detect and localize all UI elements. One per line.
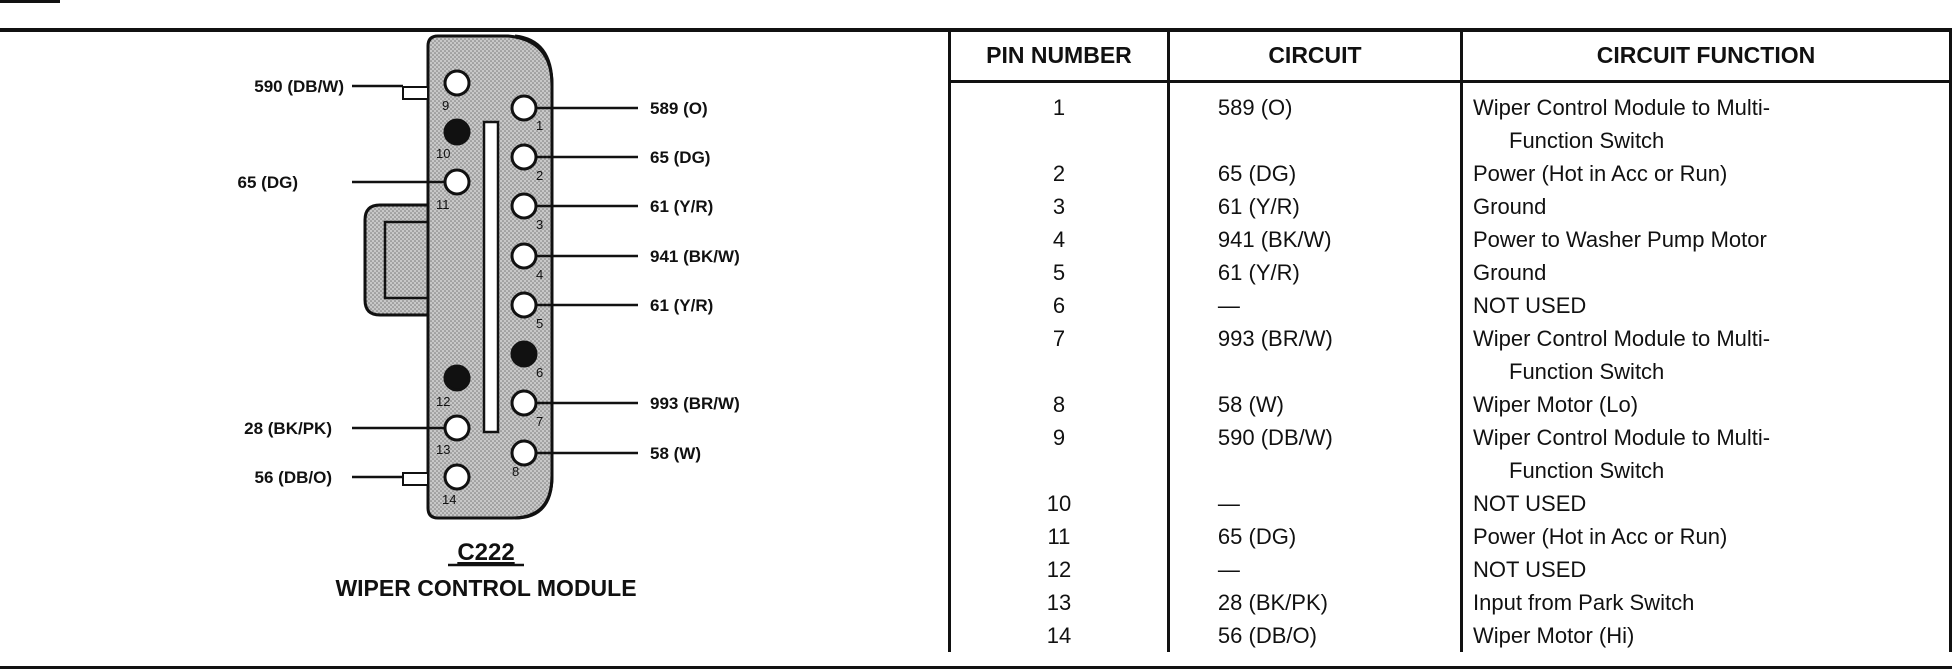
- pin-number-cell: 13: [950, 586, 1169, 619]
- cavity-label-3: 3: [536, 217, 544, 232]
- circuit-function-continuation: Function Switch: [1509, 359, 1665, 384]
- cavity-4: [512, 244, 536, 268]
- corner-rule: [0, 0, 60, 3]
- header-circuit-function: CIRCUIT FUNCTION: [1462, 30, 1951, 82]
- circuit-function-text: Power (Hot in Acc or Run): [1473, 161, 1728, 186]
- circuit-function-cell: [1462, 619, 1951, 652]
- header-pin-number: PIN NUMBER: [950, 30, 1169, 82]
- wire-label-58: 58 (W): [650, 444, 701, 463]
- circuit-text: —: [1217, 557, 1240, 582]
- pin-number-cell: 8: [950, 388, 1169, 421]
- circuit-function-cell: [1462, 157, 1951, 190]
- cavity-label-2: 2: [536, 168, 544, 183]
- circuit-function-cell: [1462, 586, 1951, 619]
- cavity-label-9: 9: [442, 98, 450, 113]
- table-header-row: [950, 30, 1951, 82]
- cavity-6: [512, 342, 536, 366]
- circuit-text: 65 (DG): [1217, 161, 1297, 186]
- circuit-function-cell: [1462, 487, 1951, 520]
- circuit-function-text: NOT USED: [1473, 491, 1587, 516]
- circuit-cell: [1168, 388, 1461, 421]
- cavity-7: [512, 391, 536, 415]
- cavity-label-1: 1: [536, 118, 544, 133]
- circuit-cell: [1168, 190, 1461, 223]
- cavity-11: [445, 170, 469, 194]
- pin-number-cell: 3: [950, 190, 1169, 223]
- table-row: [950, 553, 1951, 586]
- circuit-function-text: Power to Washer Pump Motor: [1473, 227, 1767, 252]
- circuit-function-text: Input from Park Switch: [1473, 590, 1695, 615]
- wire-label-941: 941 (BK/W): [650, 247, 740, 266]
- circuit-cell: [1168, 82, 1461, 158]
- circuit-function-cell: [1462, 289, 1951, 322]
- pin-number-cell: 12: [950, 553, 1169, 586]
- circuit-text: 58 (W): [1217, 392, 1284, 417]
- cavity-10: [445, 120, 469, 144]
- circuit-text: 56 (DB/O): [1217, 623, 1317, 648]
- circuit-text: 590 (DB/W): [1217, 425, 1333, 450]
- circuit-cell: [1168, 619, 1461, 652]
- circuit-text: —: [1217, 293, 1240, 318]
- wire-label-61-b: 61 (Y/R): [650, 296, 714, 315]
- pin-number-cell: 11: [950, 520, 1169, 553]
- cavity-5: [512, 293, 536, 317]
- circuit-function-continuation: Function Switch: [1509, 128, 1665, 153]
- cavity-3: [512, 194, 536, 218]
- circuit-cell: [1168, 586, 1461, 619]
- connector-diagram: [0, 30, 948, 666]
- cavity-14: [445, 465, 469, 489]
- pin-table: [948, 30, 1952, 652]
- bottom-border: [0, 666, 1952, 669]
- wire-label-56: 56 (DB/O): [254, 468, 332, 487]
- circuit-function-text: Ground: [1473, 260, 1547, 285]
- cavity-label-8: 8: [512, 464, 520, 479]
- cavity-13: [445, 416, 469, 440]
- circuit-cell: [1168, 421, 1461, 487]
- cavity-label-6: 6: [536, 365, 544, 380]
- circuit-function-text: NOT USED: [1473, 293, 1587, 318]
- circuit-text: 61 (Y/R): [1217, 194, 1300, 219]
- connector-id: C222: [457, 539, 515, 566]
- circuit-function-cell: [1462, 223, 1951, 256]
- wire-label-65-right: 65 (DG): [650, 148, 711, 167]
- pin-number-cell: 2: [950, 157, 1169, 190]
- circuit-cell: [1168, 256, 1461, 289]
- wire-label-28: 28 (BK/PK): [244, 419, 332, 438]
- circuit-cell: [1168, 223, 1461, 256]
- circuit-function-text: Wiper Control Module to Multi-: [1473, 425, 1771, 450]
- table-row: [950, 388, 1951, 421]
- circuit-text: 28 (BK/PK): [1217, 590, 1328, 615]
- circuit-function-text: Wiper Motor (Lo): [1473, 392, 1639, 417]
- circuit-cell: [1168, 157, 1461, 190]
- table-row: [950, 322, 1951, 388]
- table-row: [950, 223, 1951, 256]
- table-row: [950, 82, 1951, 158]
- cavity-label-14: 14: [442, 492, 457, 507]
- table-row: [950, 289, 1951, 322]
- circuit-cell: [1168, 322, 1461, 388]
- circuit-function-cell: [1462, 421, 1951, 487]
- wire-label-61-a: 61 (Y/R): [650, 197, 714, 216]
- pin-number-cell: 14: [950, 619, 1169, 652]
- header-circuit: CIRCUIT: [1168, 30, 1461, 82]
- pin-number-cell: 9: [950, 421, 1169, 487]
- circuit-cell: [1168, 487, 1461, 520]
- circuit-function-cell: [1462, 520, 1951, 553]
- cavity-9: [445, 71, 469, 95]
- circuit-function-cell: [1462, 322, 1951, 388]
- pin-number-cell: 10: [950, 487, 1169, 520]
- wire-label-590: 590 (DB/W): [254, 77, 344, 96]
- table-row: [950, 586, 1951, 619]
- circuit-function-cell: [1462, 256, 1951, 289]
- pin-number-cell: 6: [950, 289, 1169, 322]
- table-row: [950, 190, 1951, 223]
- cavity-label-5: 5: [536, 316, 544, 331]
- circuit-text: —: [1217, 491, 1240, 516]
- pin-number-cell: 1: [950, 82, 1169, 158]
- circuit-text: 61 (Y/R): [1217, 260, 1300, 285]
- circuit-function-text: Ground: [1473, 194, 1547, 219]
- table-row: [950, 256, 1951, 289]
- circuit-function-text: NOT USED: [1473, 557, 1587, 582]
- circuit-function-text: Wiper Control Module to Multi-: [1473, 95, 1771, 120]
- cavity-label-10: 10: [436, 146, 451, 161]
- circuit-text: 993 (BR/W): [1217, 326, 1333, 351]
- cavity-8: [512, 441, 536, 465]
- cavity-label-11: 11: [436, 197, 450, 212]
- circuit-text: 941 (BK/W): [1217, 227, 1332, 252]
- circuit-function-cell: [1462, 82, 1951, 158]
- cavity-label-4: 4: [536, 267, 544, 282]
- circuit-function-text: Wiper Control Module to Multi-: [1473, 326, 1771, 351]
- wire-label-993: 993 (BR/W): [650, 394, 740, 413]
- table-row: [950, 157, 1951, 190]
- circuit-function-cell: [1462, 553, 1951, 586]
- pin-number-cell: 5: [950, 256, 1169, 289]
- circuit-function-continuation: Function Switch: [1509, 458, 1665, 483]
- cavity-label-7: 7: [536, 414, 544, 429]
- wire-label-65-left: 65 (DG): [237, 173, 298, 192]
- table-row: [950, 619, 1951, 652]
- circuit-function-text: Power (Hot in Acc or Run): [1473, 524, 1728, 549]
- wire-label-589: 589 (O): [650, 99, 708, 118]
- circuit-function-cell: [1462, 190, 1951, 223]
- circuit-cell: [1168, 553, 1461, 586]
- circuit-function-cell: [1462, 388, 1951, 421]
- cavity-1: [512, 96, 536, 120]
- pin-number-cell: 7: [950, 322, 1169, 388]
- table-row: [950, 421, 1951, 487]
- cavity-12: [445, 366, 469, 390]
- connector-name: WIPER CONTROL MODULE: [335, 575, 637, 601]
- cavity-label-12: 12: [436, 394, 451, 409]
- cavity-2: [512, 145, 536, 169]
- circuit-cell: [1168, 520, 1461, 553]
- table-row: [950, 520, 1951, 553]
- cavity-label-13: 13: [436, 442, 451, 457]
- circuit-cell: [1168, 289, 1461, 322]
- table-row: [950, 487, 1951, 520]
- pin-number-cell: 4: [950, 223, 1169, 256]
- circuit-function-text: Wiper Motor (Hi): [1473, 623, 1635, 648]
- circuit-text: 65 (DG): [1217, 524, 1297, 549]
- circuit-text: 589 (O): [1217, 95, 1293, 120]
